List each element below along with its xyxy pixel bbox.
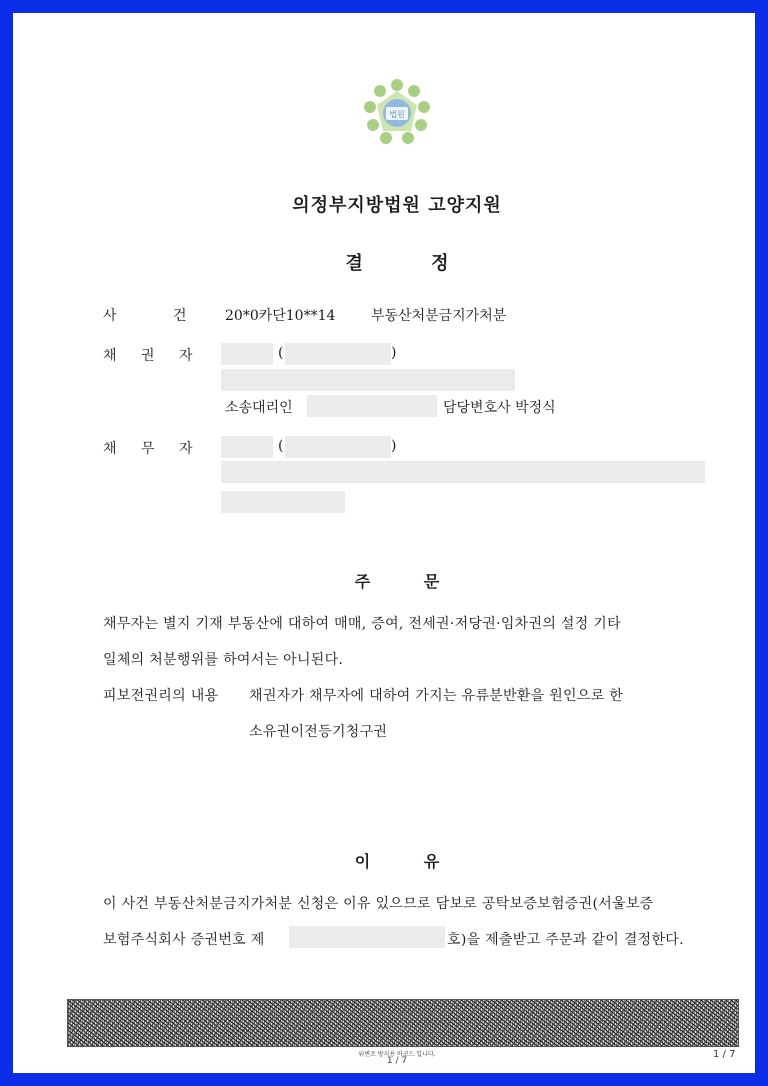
creditor-label: 채 권 자 (103, 348, 193, 364)
reason-line-suffix: 호)을 제출받고 주문과 같이 결정한다. (447, 932, 684, 948)
agent-attorney: 담당변호사 박정식 (443, 400, 556, 416)
creditor-paren-open: ( (278, 345, 284, 361)
document-title: 결 정 (345, 253, 449, 274)
preserved-right-content: 소유권이전등기청구권 (249, 724, 388, 740)
seal-text: 법원 (389, 110, 405, 119)
redaction-box (221, 343, 273, 365)
order-section-title: 주 문 (354, 572, 440, 591)
reason-line: 이 사건 부동산처분금지가처분 신청은 이유 있으므로 담보로 공탁보증보험증권(서울보증 (103, 896, 654, 912)
reason-line-prefix: 보험주식회사 증권번호 제 (103, 932, 265, 948)
anti-forgery-barcode (67, 999, 739, 1047)
case-number: 20*0카단10**14 (225, 308, 336, 324)
agent-label: 소송대리인 (225, 400, 293, 416)
redaction-box (307, 395, 437, 417)
order-line: 일체의 처분행위를 하여서는 아니된다. (103, 652, 344, 668)
redaction-box (221, 436, 273, 458)
page-number: 1 / 7 (386, 1056, 408, 1066)
debtor-paren-open: ( (278, 438, 284, 454)
preserved-right-label: 피보전권리의 내용 (103, 688, 219, 704)
order-line: 채무자는 별지 기재 부동산에 대하여 매매, 증여, 전세권·저당권·임차권의 설정 기타 (103, 616, 621, 632)
case-label: 사 건 (103, 308, 187, 324)
redaction-box (285, 343, 391, 365)
reason-section-title: 이 유 (354, 852, 440, 871)
case-name: 부동산처분금지가처분 (371, 308, 507, 324)
debtor-label: 채 무 자 (103, 441, 193, 457)
redaction-box (285, 436, 391, 458)
court-name: 의정부지방법원 고양지원 (292, 195, 502, 216)
creditor-paren-close: ) (391, 345, 397, 361)
barcode-note: 위변조 방지용 바코드 입니다. (358, 1051, 436, 1058)
debtor-paren-close: ) (391, 438, 397, 454)
page-number-right: 1 / 7 (713, 1049, 736, 1060)
redaction-box (289, 926, 445, 948)
preserved-right-content: 채권자가 채무자에 대하여 가지는 유류분반환을 원인으로 한 (249, 688, 624, 704)
redaction-box (221, 461, 705, 483)
redaction-box (221, 491, 345, 513)
court-seal-icon (361, 77, 433, 149)
redaction-box (221, 369, 515, 391)
